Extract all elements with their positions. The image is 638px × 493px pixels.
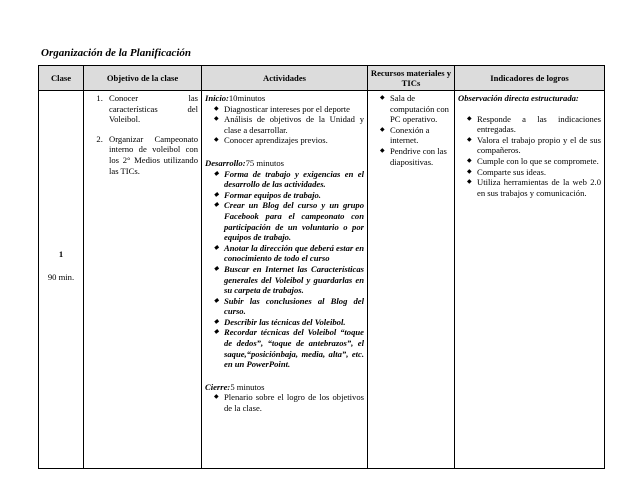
clase-duration: 90 min. bbox=[47, 271, 75, 282]
list-item: ◆ Buscar en Internet las Características generales del Voleibol y guardarlas en su carpeta de trabajos. bbox=[216, 264, 364, 296]
inicio-label: Inicio: bbox=[205, 93, 229, 103]
list-item: ◆ Conexión a internet. bbox=[382, 125, 451, 146]
cierre-section bbox=[205, 382, 364, 393]
document-title: Organización de la Planificación bbox=[41, 47, 192, 59]
objetivos-list bbox=[87, 93, 198, 176]
clase-number: 1 bbox=[58, 249, 64, 259]
header-indicadores: Indicadores de logros bbox=[455, 66, 605, 91]
inicio-time: 10minutos bbox=[228, 93, 266, 103]
list-item: ◆ Sala de computación con PC operativo. bbox=[382, 93, 451, 125]
header-objetivo: Objetivo de la clase bbox=[84, 66, 202, 91]
list-item: ◆ Valora el trabajo propio y el de sus compañeros. bbox=[469, 135, 601, 156]
cierre-list bbox=[205, 392, 364, 413]
indicadores-label: Observación directa estructurada: bbox=[458, 93, 579, 103]
recursos-cell bbox=[368, 91, 455, 469]
list-item: ◆ Anotar la dirección que deberá estar en conocimiento de todo el curso bbox=[216, 243, 364, 264]
cierre-label: Cierre: bbox=[205, 381, 231, 392]
actividades-cell bbox=[202, 91, 368, 469]
inicio-list bbox=[205, 104, 364, 146]
list-item: ◆ Plenario sobre el logro de los objetivos de la clase. bbox=[216, 392, 364, 413]
desarrollo-list bbox=[205, 169, 364, 370]
recursos-list bbox=[371, 93, 451, 167]
list-item: ◆ Análisis de objetivos de la Unidad y clase a desarrollar. bbox=[216, 114, 364, 135]
list-item: ◆ Utiliza herramientas de la web 2.0 en sus trabajos y comunicación. bbox=[469, 177, 601, 198]
list-item: ◆ Responde a las indicaciones entregadas. bbox=[469, 114, 601, 135]
list-item: ◆ Diagnosticar intereses por el deporte bbox=[216, 104, 364, 115]
indicadores-list bbox=[458, 114, 601, 199]
objetivos-cell bbox=[84, 91, 202, 469]
list-item: ◆ Recordar técnicas del Voleibol “toque de dedos”, “toque de antebrazos”, el saque,“posiciónbaja, media, alta”, etc. en un PowerPoint. bbox=[216, 327, 364, 369]
planning-table bbox=[38, 65, 605, 469]
list-item: ◆ Pendrive con las diapositivas. bbox=[382, 146, 451, 167]
header-row bbox=[39, 66, 605, 91]
list-item: ◆ Crear un Blog del curso y un grupo Facebook para el campeonato con participación de un voluntario o por equipos de trabajo. bbox=[216, 200, 364, 242]
clase-cell bbox=[39, 91, 84, 469]
list-item: ◆ Cumple con lo que se compromete. bbox=[469, 156, 601, 167]
desarrollo-label: Desarrollo: bbox=[205, 157, 246, 168]
objetivo-item: 1. Conocer las características del Voleibol. bbox=[105, 93, 198, 125]
desarrollo-time: 75 minutos bbox=[245, 157, 285, 168]
header-recursos: Recursos materiales y TICs bbox=[368, 66, 455, 91]
indicadores-cell bbox=[455, 91, 605, 469]
list-item: ◆ Conocer aprendizajes previos. bbox=[216, 135, 364, 146]
list-item: ◆ Forma de trabajo y exigencias en el desarrollo de las actividades. bbox=[216, 169, 364, 190]
list-item: ◆ Formar equipos de trabajo. bbox=[216, 190, 364, 201]
cierre-time: 5 minutos bbox=[230, 381, 265, 392]
list-item: ◆ Comparte sus ideas. bbox=[469, 167, 601, 178]
list-item: ◆ Describir las técnicas del Voleibol. bbox=[216, 317, 364, 328]
inicio-section bbox=[205, 93, 364, 104]
objetivo-item: 2. Organizar Campeonato interno de voleibol con los 2° Medios utilizando las TICs. bbox=[105, 134, 198, 176]
header-actividades: Actividades bbox=[202, 66, 368, 91]
table-row bbox=[39, 91, 605, 469]
list-item: ◆ Subir las conclusiones al Blog del curso. bbox=[216, 296, 364, 317]
desarrollo-section bbox=[205, 158, 364, 169]
header-clase: Clase bbox=[39, 66, 84, 91]
